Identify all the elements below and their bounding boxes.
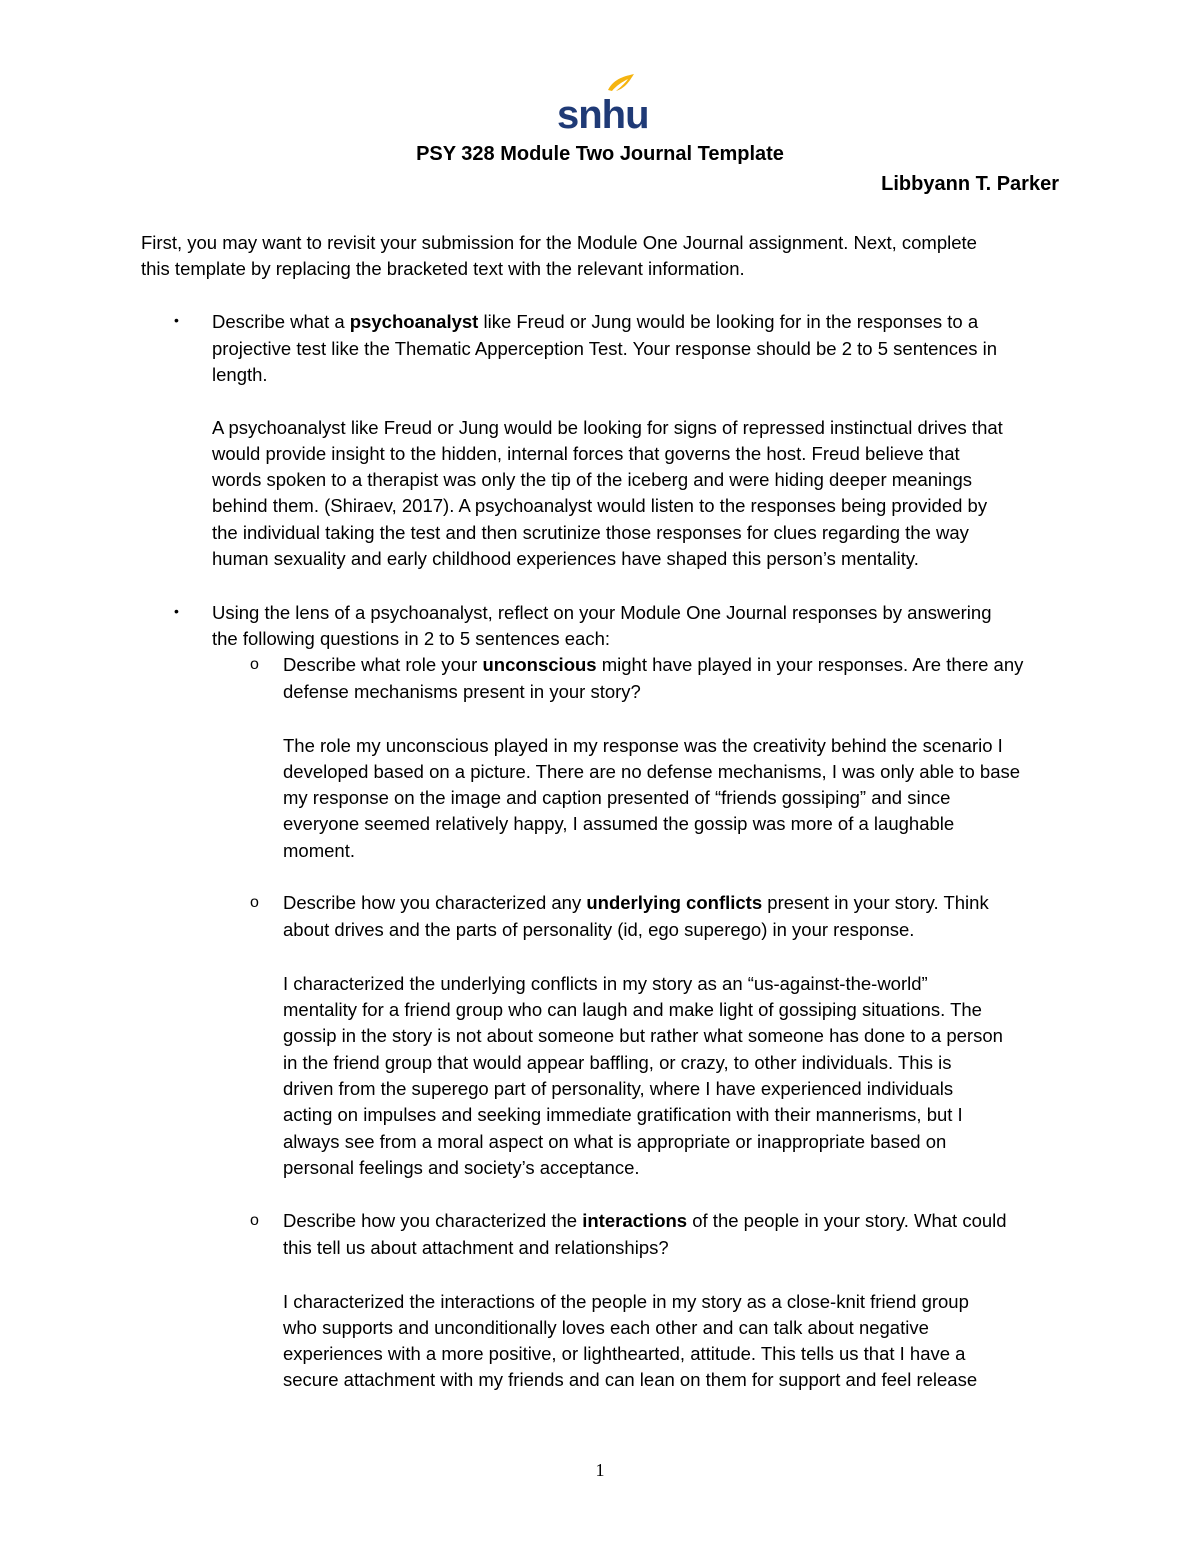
question-line: Describe what a psychoanalyst like Freud or Jung would be looking for in the responses to a — [212, 311, 979, 332]
subquestion-line: this tell us about attachment and relationships? — [283, 1237, 669, 1258]
answer-line: would provide insight to the hidden, internal forces that governs the host. Freud believe that — [212, 443, 960, 464]
subquestion-line: Describe how you characterized any underlying conflicts present in your story. Think — [283, 892, 989, 913]
question-line: Using the lens of a psychoanalyst, reflect on your Module One Journal responses by answering — [212, 602, 992, 623]
answer-line: everyone seemed relatively happy, I assumed the gossip was more of a laughable — [283, 813, 955, 834]
snhu-logo — [556, 74, 649, 137]
subquestion-line: defense mechanisms present in your story? — [283, 681, 641, 702]
answer-line: in the friend group that would appear baffling, or crazy, to other individuals. This is — [283, 1052, 952, 1073]
answer-line: A psychoanalyst like Freud or Jung would be looking for signs of repressed instinctual drives that — [212, 417, 1003, 438]
page-title: PSY 328 Module Two Journal Template — [416, 143, 784, 165]
answer-line: The role my unconscious played in my response was the creativity behind the scenario I — [283, 735, 1003, 756]
answer-line: acting on impulses and seeking immediate gratification with their mannerisms, but I — [283, 1104, 963, 1125]
sub-bullet-icon: o — [250, 1212, 259, 1229]
subquestion-line: about drives and the parts of personality (id, ego superego) in your response. — [283, 919, 915, 940]
answer-line: the individual taking the test and then scrutinize those responses for clues regarding the way — [212, 522, 969, 543]
bullet-icon: • — [174, 603, 179, 619]
question-line: projective test like the Thematic Apperception Test. Your response should be 2 to 5 sentences in — [212, 338, 998, 359]
subquestion-line: Describe how you characterized the interactions of the people in your story. What could — [283, 1210, 1007, 1231]
subquestion-line: Describe what role your unconscious might have played in your responses. Are there any — [283, 654, 1024, 675]
intro-line: this template by replacing the bracketed text with the relevant information. — [141, 258, 745, 279]
answer-line: behind them. (Shiraev, 2017). A psychoanalyst would listen to the responses being provided by — [212, 495, 988, 516]
answer-line: who supports and unconditionally loves each other and can talk about negative — [283, 1317, 929, 1338]
sub-bullet-icon: o — [250, 894, 259, 911]
answer-line: I characterized the interactions of the people in my story as a close-knit friend group — [283, 1291, 969, 1312]
question-line: length. — [212, 364, 268, 385]
bullet-icon: • — [174, 312, 179, 328]
intro-line: First, you may want to revisit your submission for the Module One Journal assignment. Next, complete — [141, 232, 977, 253]
author-name: Libbyann T. Parker — [881, 173, 1059, 195]
sub-bullet-icon: o — [250, 656, 259, 673]
answer-line: personal feelings and society’s acceptance. — [283, 1157, 640, 1178]
answer-line: moment. — [283, 840, 355, 861]
answer-line: secure attachment with my friends and can lean on them for support and feel release — [283, 1369, 978, 1390]
answer-line: I characterized the underlying conflicts in my story as an “us-against-the-world” — [283, 973, 928, 994]
answer-line: always see from a moral aspect on what is appropriate or inappropriate based on — [283, 1131, 947, 1152]
answer-line: words spoken to a therapist was only the tip of the iceberg and were hiding deeper meanings — [212, 469, 972, 490]
answer-line: driven from the superego part of personality, where I have experienced individuals — [283, 1078, 954, 1099]
answer-line: experiences with a more positive, or lighthearted, attitude. This tells us that I have a — [283, 1343, 966, 1364]
answer-line: human sexuality and early childhood experiences have shaped this person’s mentality. — [212, 548, 919, 569]
page-number: 1 — [595, 1460, 605, 1480]
answer-line: my response on the image and caption presented of “friends gossiping” and since — [283, 787, 951, 808]
question-line: the following questions in 2 to 5 sentences each: — [212, 628, 611, 649]
svg-text:snhu: snhu — [557, 93, 649, 137]
answer-line: mentality for a friend group who can laugh and make light of gossiping situations. The — [283, 999, 982, 1020]
answer-line: developed based on a picture. There are no defense mechanisms, I was only able to base — [283, 761, 1021, 782]
answer-line: gossip in the story is not about someone but rather what someone has done to a person — [283, 1025, 1003, 1046]
